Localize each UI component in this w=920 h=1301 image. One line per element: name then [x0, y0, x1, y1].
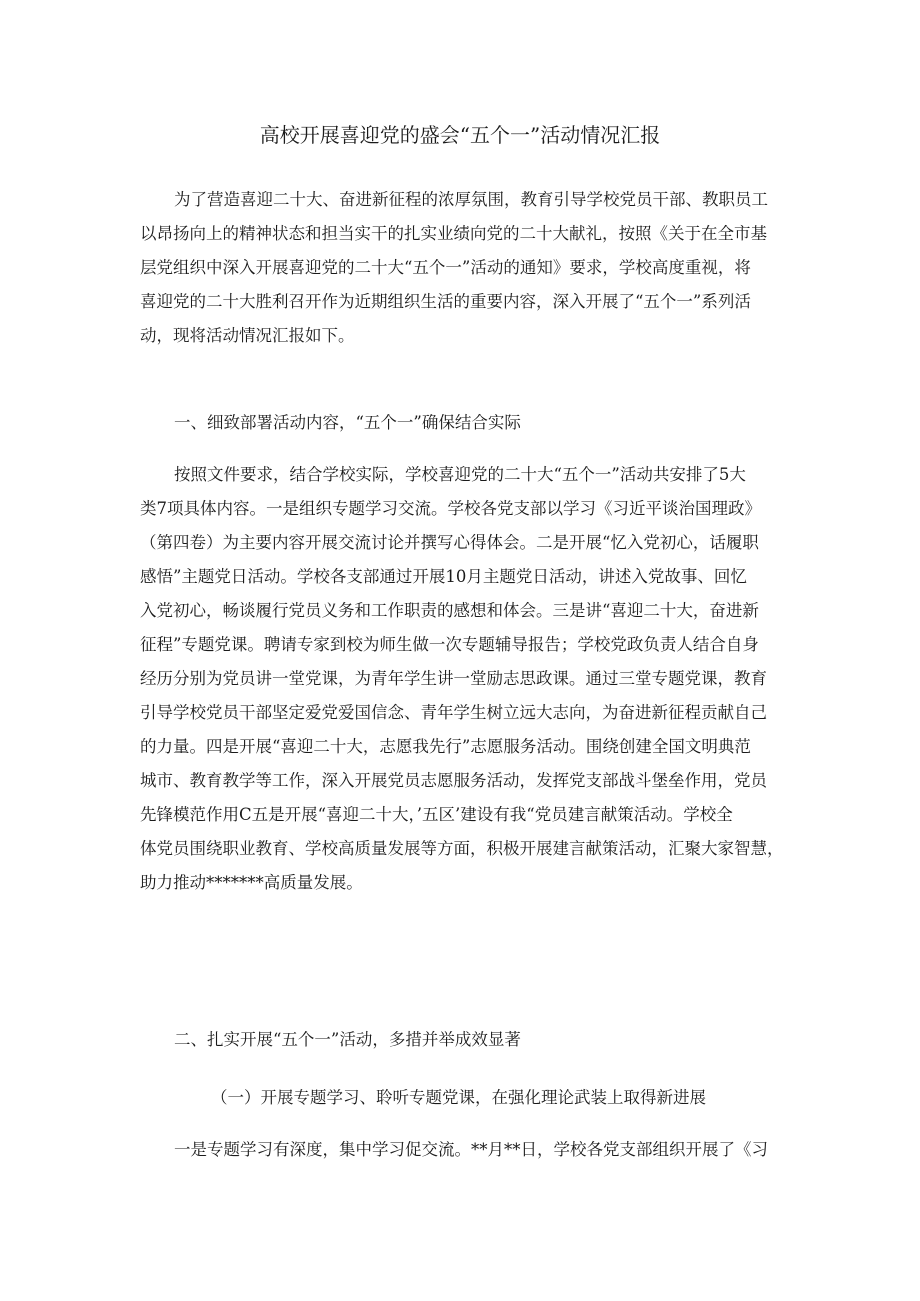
- section-heading-1: 一、细致部署活动内容，“五个一”确保结合实际: [174, 413, 521, 432]
- paragraph-line: 经历分别为党员讲一堂党课，为青年学生讲一堂励志思政课。通过三堂专题党课，教育: [140, 669, 767, 688]
- document-title: 高校开展喜迎党的盛会“五个一”活动情况汇报: [259, 123, 661, 147]
- paragraph-line: 按照文件要求，结合学校实际，学校喜迎党的二十大“五个一”活动共安排了5大: [174, 465, 746, 484]
- paragraph-line: 动，现将活动情况汇报如下。: [140, 326, 355, 345]
- intro-paragraph: [140, 183, 796, 353]
- paragraph-line: 为了营造喜迎二十大、奋进新征程的浓厚氛围，教育引导学校党员干部、教职员工: [174, 190, 768, 209]
- paragraph-line: 一是专题学习有深度，集中学习促交流。**月**日，学校各党支部组织开展了《习: [174, 1140, 768, 1159]
- subsection-heading: （一）开展专题学习、聆听专题党课，在强化理论武装上取得新进展: [211, 1088, 706, 1107]
- paragraph-line: 喜迎党的二十大胜利召开作为近期组织生活的重要内容，深入开展了“五个一”系列活: [140, 292, 751, 311]
- paragraph-line: 引导学校党员干部坚定爱党爱国信念、青年学生树立远大志向，为奋进新征程贡献自己: [140, 703, 767, 722]
- section-heading-2: 二、扎实开展“五个一”活动，多措并举成效显著: [174, 1030, 521, 1049]
- section2-paragraph: [140, 1133, 796, 1167]
- paragraph-line: 类7项具体内容。一是组织专题学习交流。学校各党支部以学习《习近平谈治国理政》: [140, 499, 761, 518]
- paragraph-line: 城市、教育教学等工作，深入开展党员志愿服务活动，发挥党支部战斗堡垒作用，党员: [140, 771, 767, 790]
- paragraph-line: 以昂扬向上的精神状态和担当实干的扎实业绩向党的二十大献礼，按照《关于在全市基: [140, 224, 767, 243]
- paragraph-line: （第四卷）为主要内容开展交流讨论并撰写心得体会。二是开展“忆入党初心，话履职: [140, 533, 759, 552]
- paragraph-line: 层党组织中深入开展喜迎党的二十大“五个一”活动的通知》要求，学校高度重视，将: [140, 258, 751, 277]
- paragraph-line: 入党初心，畅谈履行党员义务和工作职责的感想和体会。三是讲“喜迎二十大，奋进新: [140, 601, 759, 620]
- paragraph-line: 体党员围绕职业教育、学校高质量发展等方面，积极开展建言献策活动，汇聚大家智慧，: [140, 839, 784, 858]
- section1-paragraph: [140, 458, 796, 900]
- paragraph-line: 征程”专题党课。聘请专家到校为师生做一次专题辅导报告；学校党政负责人结合自身: [140, 635, 759, 654]
- paragraph-line: 助力推动*******高质量发展。: [140, 873, 363, 892]
- paragraph-line: 先锋模范作用C五是开展“喜迎二十大，’五区’建设有我“党员建言献策活动。学校全: [140, 805, 733, 824]
- paragraph-line: 的力量。四是开展“喜迎二十大，志愿我先行”志愿服务活动。围绕创建全国文明典范: [140, 737, 751, 756]
- paragraph-line: 感悟”主题党日活动。学校各支部通过开展10月主题党日活动，讲述入党故事、回忆: [140, 567, 747, 586]
